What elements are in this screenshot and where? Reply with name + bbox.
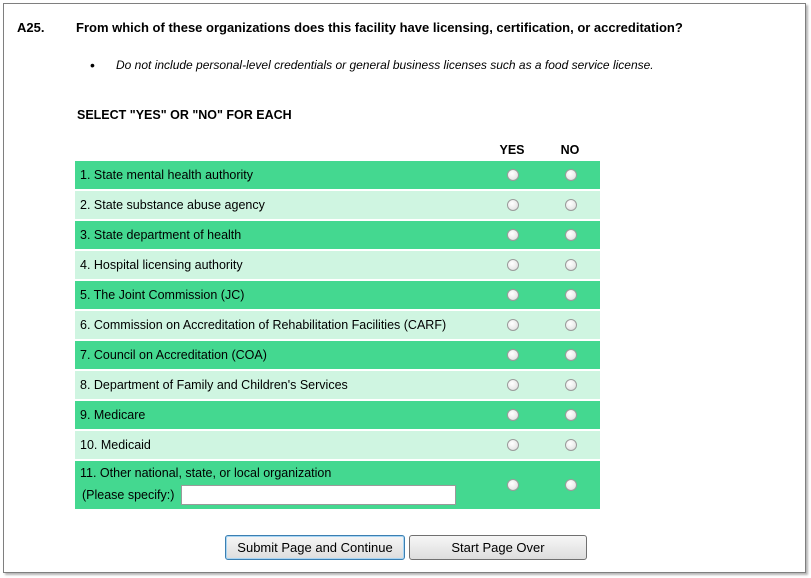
table-row [75,221,600,249]
no-radio[interactable] [565,379,577,391]
row-label: 6. Commission on Accreditation of Rehabilitation Facilities (CARF) [80,318,447,332]
no-radio[interactable] [565,289,577,301]
bullet-icon: • [90,57,95,73]
table-row [75,311,600,339]
no-radio[interactable] [565,349,577,361]
table-row [75,191,600,219]
table-row [75,341,600,369]
yes-radio[interactable] [507,479,519,491]
row-label: 3. State department of health [80,228,242,242]
table-row [75,431,600,459]
yes-radio[interactable] [507,379,519,391]
table-row [75,281,600,309]
column-header-yes: YES [499,143,525,157]
yes-radio[interactable] [507,289,519,301]
question-text: From which of these organizations does this facility have licensing, certification, or accreditation? [76,20,683,35]
question-note [90,57,654,73]
yes-radio[interactable] [507,409,519,421]
organization-grid [75,161,600,511]
no-radio[interactable] [565,169,577,181]
specify-input[interactable] [181,485,456,505]
no-radio[interactable] [565,259,577,271]
no-radio[interactable] [565,319,577,331]
no-radio[interactable] [565,479,577,491]
table-row [75,161,600,189]
no-radio[interactable] [565,409,577,421]
yes-radio[interactable] [507,199,519,211]
row-label: 7. Council on Accreditation (COA) [80,348,267,362]
table-row-other [75,461,600,509]
column-header-no: NO [560,143,580,157]
yes-radio[interactable] [507,439,519,451]
row-label: 1. State mental health authority [80,168,254,182]
no-radio[interactable] [565,439,577,451]
select-instruction: SELECT "YES" OR "NO" FOR EACH [77,108,292,122]
yes-radio[interactable] [507,349,519,361]
yes-radio[interactable] [507,319,519,331]
table-row [75,401,600,429]
row-label: 2. State substance abuse agency [80,198,265,212]
row-label: 8. Department of Family and Children's Services [80,378,348,392]
table-row [75,371,600,399]
start-page-over-button[interactable]: Start Page Over [409,535,587,560]
yes-radio[interactable] [507,169,519,181]
specify-label: (Please specify:) [82,488,175,502]
survey-frame [3,3,806,573]
no-radio[interactable] [565,199,577,211]
table-row [75,251,600,279]
yes-radio[interactable] [507,259,519,271]
specify-group [82,485,456,505]
question-number: A25. [17,20,45,35]
row-label: 9. Medicare [80,408,146,422]
row-label: 10. Medicaid [80,438,151,452]
row-label: 11. Other national, state, or local organization [80,466,332,480]
row-label: 5. The Joint Commission (JC) [80,288,245,302]
row-label: 4. Hospital licensing authority [80,258,243,272]
note-text: Do not include personal-level credentials or general business licenses such as a food service license. [116,58,654,72]
no-radio[interactable] [565,229,577,241]
submit-continue-button[interactable]: Submit Page and Continue [225,535,405,560]
yes-radio[interactable] [507,229,519,241]
